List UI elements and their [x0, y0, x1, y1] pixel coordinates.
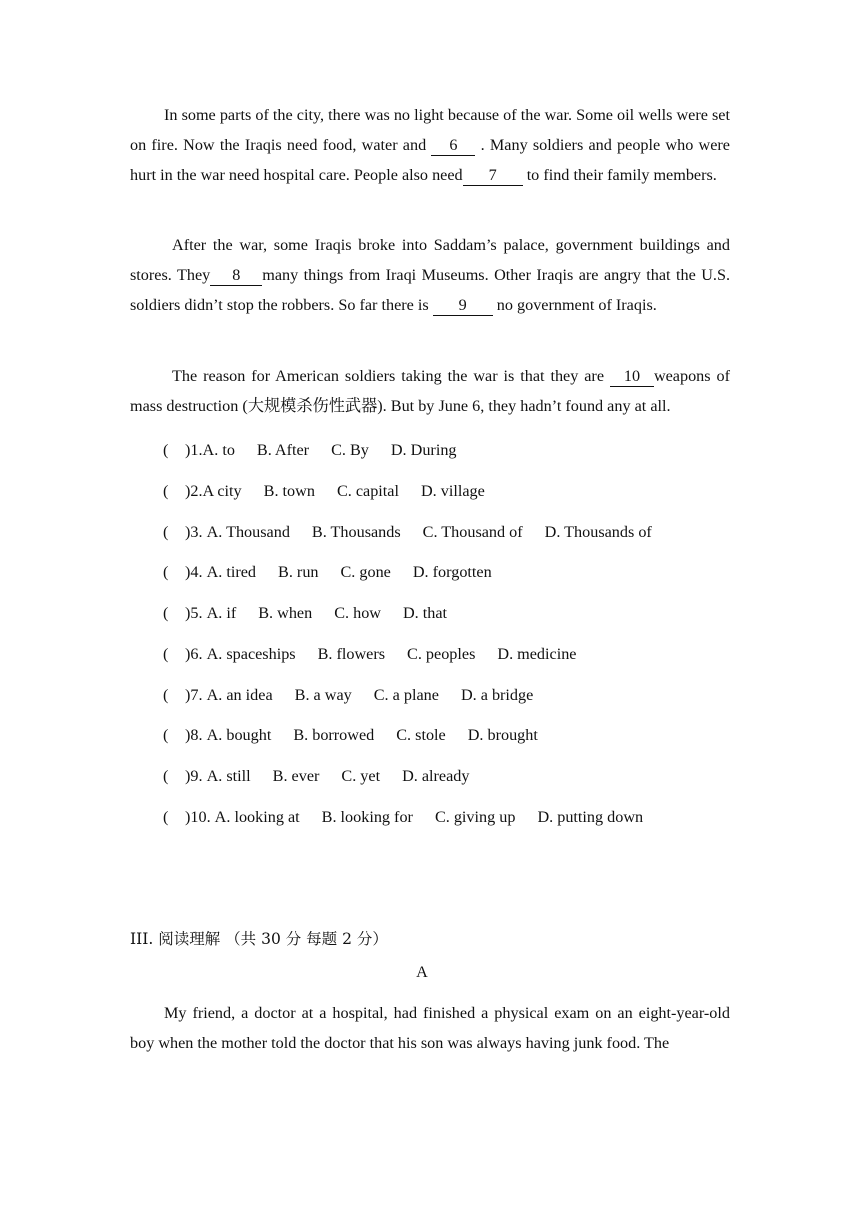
- question-number: )1.: [185, 441, 203, 459]
- blank-7[interactable]: 7: [463, 165, 523, 186]
- option-d: D. brought: [467, 726, 538, 744]
- option-d: D. already: [402, 767, 470, 785]
- option-c: C. capital: [336, 482, 399, 500]
- option-c: C. Thousand of: [422, 523, 523, 541]
- answer-paren[interactable]: (: [163, 563, 169, 581]
- question-1: [163, 440, 479, 460]
- option-d: D. village: [420, 482, 485, 500]
- option-a: A. bought: [206, 726, 272, 744]
- option-a: A. an idea: [206, 686, 273, 704]
- answer-paren[interactable]: (: [163, 441, 169, 459]
- option-a: A. looking at: [214, 808, 300, 826]
- question-number: )8.: [185, 726, 207, 744]
- question-9: [163, 766, 492, 786]
- option-c: C. a plane: [373, 686, 439, 704]
- option-c: C. how: [334, 604, 381, 622]
- option-d: D. forgotten: [412, 563, 492, 581]
- answer-paren[interactable]: (: [163, 726, 169, 744]
- option-c: C. peoples: [407, 645, 476, 663]
- blank-6[interactable]: 6: [431, 135, 475, 156]
- passage-paragraph-3: [130, 361, 730, 421]
- question-3: [163, 522, 674, 542]
- paragraph-text: to find their family members.: [522, 166, 717, 184]
- option-a: A. spaceships: [206, 645, 296, 663]
- question-number: )7.: [185, 686, 207, 704]
- option-a: A. if: [206, 604, 237, 622]
- question-6: [163, 644, 599, 664]
- paragraph-text: no government of Iraqis.: [492, 296, 657, 314]
- paragraph-text: . Many soldiers and people who were hurt in the war need hospital care. People also need: [130, 136, 730, 184]
- question-number: )4.: [185, 563, 207, 581]
- option-b: B. ever: [272, 767, 320, 785]
- answer-paren[interactable]: (: [163, 767, 169, 785]
- passage-paragraph-2: [130, 230, 730, 320]
- option-b: B. looking for: [321, 808, 413, 826]
- option-b: B. flowers: [317, 645, 386, 663]
- option-c: C. By: [331, 441, 369, 459]
- question-number: )10.: [185, 808, 215, 826]
- option-d: D. Thousands of: [544, 523, 652, 541]
- question-10: [163, 807, 665, 827]
- option-c: C. stole: [396, 726, 446, 744]
- question-number: )2.: [185, 482, 203, 500]
- option-c: C. giving up: [434, 808, 516, 826]
- option-a: A. Thousand: [206, 523, 290, 541]
- answer-paren[interactable]: (: [163, 482, 169, 500]
- option-b: B. a way: [294, 686, 352, 704]
- question-4: [163, 562, 514, 582]
- question-5: [163, 603, 469, 623]
- question-number: )3.: [185, 523, 207, 541]
- option-b: B. when: [258, 604, 313, 622]
- answer-paren[interactable]: (: [163, 808, 169, 826]
- paragraph-text: The reason for American soldiers taking the war is that they are: [172, 367, 610, 385]
- blank-8[interactable]: 8: [210, 265, 262, 286]
- blank-9[interactable]: 9: [433, 295, 493, 316]
- question-7: [163, 685, 555, 705]
- option-b: B. run: [278, 563, 319, 581]
- answer-paren[interactable]: (: [163, 604, 169, 622]
- option-a: A. tired: [206, 563, 257, 581]
- option-c: C. gone: [340, 563, 391, 581]
- answer-paren[interactable]: (: [163, 645, 169, 663]
- option-d: D. During: [390, 441, 457, 459]
- option-d: D. medicine: [497, 645, 577, 663]
- reading-paragraph: [130, 998, 730, 1058]
- paragraph-text: weapons of mass destruction (大规模杀伤性武器). But by June 6, they hadn’t found any at all.: [130, 367, 730, 415]
- paragraph-text: In some parts of the city, there was no light because of the war. Some oil wells were set on fire. Now the Iraqis need food, water and: [130, 106, 730, 154]
- question-number: )9.: [185, 767, 207, 785]
- passage-paragraph-1: [130, 100, 730, 190]
- option-b: B. After: [256, 441, 310, 459]
- passage-letter: A: [416, 963, 428, 981]
- option-b: B. Thousands: [311, 523, 401, 541]
- option-b: B. borrowed: [293, 726, 375, 744]
- blank-10[interactable]: 10: [610, 366, 654, 387]
- option-d: D. that: [402, 604, 448, 622]
- option-a: A. still: [206, 767, 251, 785]
- option-d: D. a bridge: [460, 686, 534, 704]
- option-a: A city: [202, 482, 242, 500]
- section-heading: III. 阅读理解 （共 30 分 每题 2 分）: [130, 930, 388, 948]
- option-c: C. yet: [341, 767, 381, 785]
- answer-paren[interactable]: (: [163, 523, 169, 541]
- option-a: A. to: [202, 441, 235, 459]
- paragraph-text: My friend, a doctor at a hospital, had finished a physical exam on an eight-year-old boy when the mother told the doctor that his son was always having junk food. The: [130, 1004, 730, 1052]
- question-number: )5.: [185, 604, 207, 622]
- question-number: )6.: [185, 645, 207, 663]
- paragraph-text: After the war, some Iraqis broke into Saddam’s palace, government buildings and stores. They: [130, 236, 730, 284]
- paragraph-text: many things from Iraqi Museums. Other Iraqis are angry that the U.S. soldiers didn’t stop the robbers. So far there is: [130, 266, 731, 314]
- question-2: [163, 481, 507, 501]
- option-b: B. town: [263, 482, 315, 500]
- question-8: [163, 725, 560, 745]
- option-d: D. putting down: [537, 808, 644, 826]
- answer-paren[interactable]: (: [163, 686, 169, 704]
